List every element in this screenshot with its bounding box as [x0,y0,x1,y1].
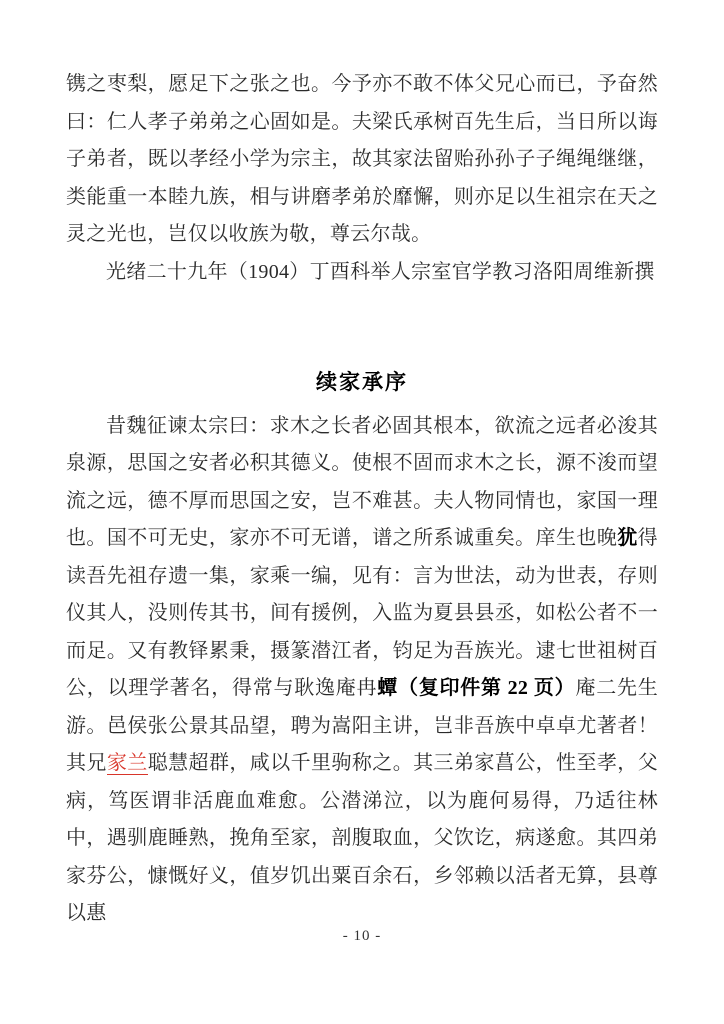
text-segment-normal: 昔魏征谏太宗曰：求木之长者必固其根本，欲流之远者必浚其泉源，思国之安者必积其德义。使根不固而求木之长，源不浚而望流之远，德不厚而思国之安，岂不难甚。夫人物同情也，家国一理也。国不可无史，家亦不可无谱，谱之所系诚重矣。庠生也晚 [66,414,658,549]
page-number: - 10 - [342,928,382,944]
text-segment-normal: 聪慧超群，咸以千里驹称之。其三弟家菖公，性至孝，父病，笃医谓非活鹿血难愈。公潜涕泣，以为鹿何易得，乃适往林中，遇驯鹿睡熟，挽角至家，剖腹取血，父饮讫，病遂愈。其四弟家芬公，慷慨好义，值岁饥出粟百余石，乡邻赖以活者无算，县尊以惠 [66,752,658,924]
attribution-line: 光绪二十九年（1904）丁酉科举人宗室官学教习洛阳周维新撰 [106,260,655,283]
text-segment-bold: 犹 [617,527,638,549]
text-segment-bold: 蟫（复印件第 22 页） [377,677,576,699]
text-segment-red-underline: 家兰 [106,752,148,774]
text-segment-normal: 得读吾先祖存遗一集，家乘一编，见有：言为世法，动为世表，存则仪其人，没则传其书，间有援例，入监为夏县县丞，如松公者不一而足。又有教铎累秉，摄篆潜江者，钧足为吾族光。逮七世祖树百公，以理学著名，得常与耿逸庵冉 [66,527,658,699]
continued-paragraph: 镌之枣梨，愿足下之张之也。今予亦不敢不体父兄心而已，予奋然曰：仁人孝子弟弟之心固如是。夫梁氏承树百先生后，当日所以诲子弟者，既以孝经小学为宗主，故其家法留贻孙孙子子绳绳继继，类能重一本睦九族，相与讲磨孝弟於靡懈，则亦足以生祖宗在天之灵之光也，岂仅以收族为敬，尊云尔哉。 [66,73,658,245]
section-title: 续家承序 [316,370,408,394]
text-segment-normal: 庵二先生游。邑侯张公景其品望，聘为嵩阳主讲，岂非吾族中卓卓尤著者！其兄 [66,677,658,774]
section-paragraph [66,408,658,933]
